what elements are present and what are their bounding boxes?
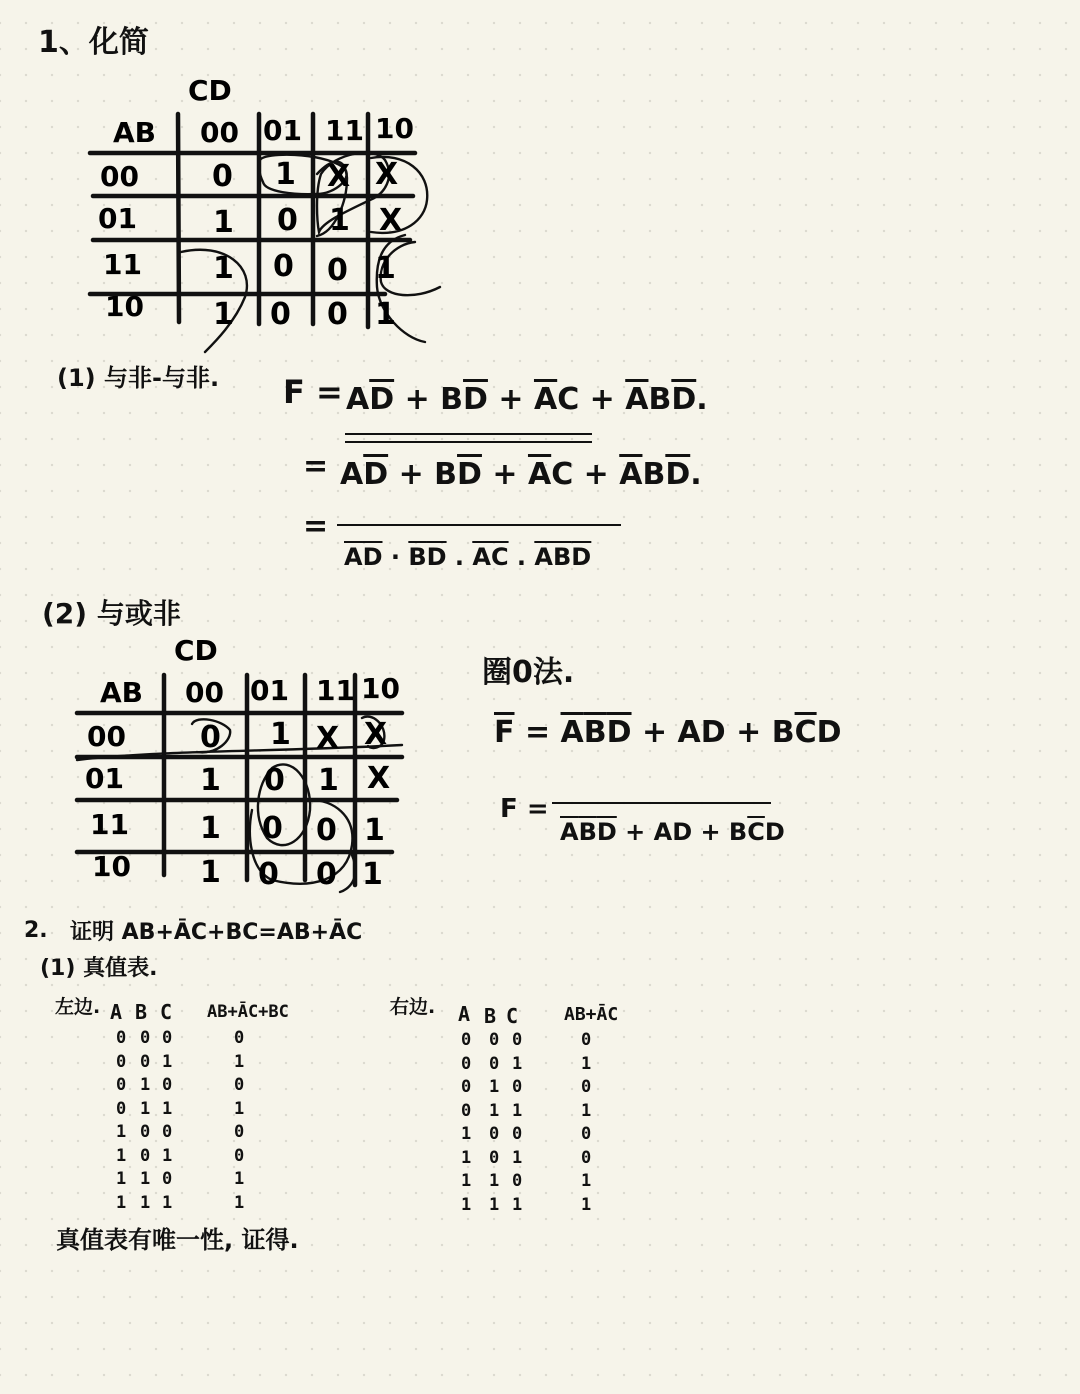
right-header-a: A [458,1002,471,1026]
right-result: 0 [581,1124,592,1144]
left-cell-a: 1 [116,1145,127,1166]
kmap1-cell: 0 [273,249,294,284]
kmap2-cell: 1 [200,811,221,846]
right-cell-b: 1 [489,1077,500,1097]
right-cell-c: 1 [512,1194,523,1215]
kmap1-cell: 1 [275,157,296,192]
left-header-a: A [110,1000,123,1024]
right-result: 1 [581,1053,592,1074]
kmap1-cell: 0 [270,297,291,332]
left-cell-c: 0 [162,1028,173,1048]
kmap1-cell: 1 [375,297,396,332]
part1-label: (1) 与非-与非. [57,364,220,392]
right-header-c: C [506,1004,519,1028]
right-expr-label: AB+ĀC [564,1004,619,1025]
left-header-c: C [160,1000,173,1024]
kmap2-row-01: 01 [85,762,124,795]
eq2-rhs: $A\overline{D} + B\overline{D} + \overline{A}C + \overline{A}B\overline{D}$. [340,457,702,492]
kmap2-var-ab: AB [100,676,144,709]
left-cell-c: 0 [162,1122,173,1142]
kmap1-cell: X [379,203,403,238]
eq3-lhs: = [303,509,329,544]
kmap1-var-cd: CD [188,74,232,107]
right-cell-a: 0 [461,1053,472,1074]
left-col-c [162,1027,172,1215]
kmap2 [72,634,422,892]
kmap1-cell: 1 [329,203,350,238]
kmap1-cell: 1 [375,251,396,286]
right-cell-c: 1 [512,1147,523,1168]
kmap2-col-00: 00 [185,676,224,709]
right-header-b: B [484,1004,497,1028]
left-result: 1 [234,1098,245,1119]
f-eq-overbar [550,798,775,808]
right-cell-c: 0 [512,1171,523,1191]
left-cell-a: 0 [116,1098,127,1119]
right-result: 1 [581,1171,592,1191]
left-cell-a: 1 [116,1169,127,1189]
left-cell-b: 0 [140,1051,151,1072]
kmap2-row-10: 10 [92,850,131,883]
right-cell-c: 0 [512,1124,523,1144]
kmap1-row-01: 01 [98,202,137,235]
kmap2-cell: 1 [200,763,221,798]
kmap2-col-11: 11 [316,674,355,707]
right-side-label: 右边. [390,996,436,1018]
kmap2-row-00: 00 [87,720,126,753]
section2-number: 2. [24,918,48,943]
left-col-b [140,1027,150,1215]
left-cell-b: 0 [140,1122,151,1142]
kmap1-cell: 1 [213,251,234,286]
left-cell-a: 1 [116,1192,127,1213]
kmap1-cell: X [327,159,351,194]
left-cell-c: 1 [162,1192,173,1213]
right-cell-a: 1 [461,1147,472,1168]
right-cell-c: 1 [512,1053,523,1074]
kmap1-row-11: 11 [103,248,142,281]
right-cell-b: 0 [489,1053,500,1074]
left-cell-c: 1 [162,1051,173,1072]
kmap2-cell: 0 [264,763,285,798]
right-result: 0 [581,1147,592,1168]
left-cell-b: 1 [140,1098,151,1119]
fbar-eq: $\overline{F} = \overline{A}\overline{B}\overline{D}$ + AD + $B\overline{C}D$ [494,715,842,750]
method-label: 圈0法. [482,655,575,690]
right-result: 0 [581,1030,592,1050]
kmap2-col-10: 10 [361,672,400,705]
kmap2-row-11: 11 [90,808,129,841]
kmap2-cell: 0 [200,720,221,755]
eq1-lhs: F = [283,373,343,411]
left-cell-a: 0 [116,1028,127,1048]
eq1-rhs: $A\overline{D} + B\overline{D} + \overline{A}C + \overline{A}B\overline{D}$. [346,382,708,417]
left-cell-a: 1 [116,1122,127,1142]
right-cell-a: 0 [461,1100,472,1121]
kmap1-col-10: 10 [375,112,414,145]
kmap2-cell: 1 [270,717,291,752]
left-cell-b: 1 [140,1169,151,1189]
left-expr-label: AB+ĀC+BC [207,1002,289,1022]
kmap2-cell: 1 [318,763,339,798]
right-cell-b: 1 [489,1194,500,1215]
section2-statement: 证明 AB+ĀC+BC=AB+ĀC [70,920,363,945]
left-result: 0 [234,1028,245,1048]
kmap1-col-00: 00 [200,116,239,149]
right-cell-a: 1 [461,1124,472,1144]
left-cell-b: 1 [140,1075,151,1095]
left-cell-b: 0 [140,1028,151,1048]
left-cell-a: 0 [116,1075,127,1095]
left-result: 0 [234,1145,245,1166]
right-cell-a: 0 [461,1077,472,1097]
kmap1 [85,74,445,352]
right-cell-b: 1 [489,1171,500,1191]
right-result: 1 [581,1100,592,1121]
right-cell-b: 0 [489,1124,500,1144]
left-result: 0 [234,1075,245,1095]
kmap2-cell: 0 [262,811,283,846]
right-cell-b: 1 [489,1100,500,1121]
left-side-label: 左边. [55,996,101,1018]
kmap2-cell: 1 [200,855,221,890]
eq3-overbar [335,520,625,530]
right-cell-c: 1 [512,1100,523,1121]
kmap1-col-01: 01 [263,114,302,147]
kmap1-cell: 0 [277,203,298,238]
kmap1-cell: 0 [327,297,348,332]
kmap1-cell: 1 [213,205,234,240]
right-result: 0 [581,1077,592,1097]
right-cell-c: 0 [512,1030,523,1050]
f-eq-lhs: F = [500,794,549,824]
left-cell-c: 1 [162,1145,173,1166]
left-cell-b: 1 [140,1192,151,1213]
left-result: 0 [234,1122,245,1142]
kmap2-cell: 0 [316,857,337,892]
eq2-double-overbar [340,428,600,448]
left-col-result [234,1027,244,1215]
right-col-a [461,1029,471,1217]
kmap2-col-01: 01 [250,674,289,707]
left-result: 1 [234,1192,245,1213]
kmap1-var-ab: AB [113,116,157,149]
right-cell-c: 0 [512,1077,523,1097]
kmap1-cell: X [375,157,399,192]
kmap2-var-cd: CD [174,634,218,667]
left-cell-a: 0 [116,1051,127,1072]
conclusion: 真值表有唯一性, 证得. [56,1226,299,1254]
left-cell-c: 0 [162,1075,173,1095]
kmap2-cell: 1 [364,813,385,848]
left-result: 1 [234,1169,245,1189]
section1-title: 1、化简 [38,25,149,60]
right-result: 1 [581,1194,592,1215]
section2-part1-label: (1) 真值表. [40,956,158,981]
eq3-product: AD · BD . AC . ABD [344,543,592,571]
kmap1-cell: 1 [213,297,234,332]
right-col-result [581,1029,591,1217]
kmap2-cell: X [364,717,388,752]
left-result: 1 [234,1051,245,1072]
part2-label: (2) 与或非 [42,597,181,630]
kmap2-cell: 0 [258,857,279,892]
kmap2-cell: X [367,761,391,796]
kmap2-cell: X [316,721,340,756]
right-cell-a: 0 [461,1030,472,1050]
left-cell-c: 0 [162,1169,173,1189]
kmap1-cell: 0 [327,253,348,288]
right-cell-b: 0 [489,1030,500,1050]
right-cell-a: 1 [461,1194,472,1215]
f-eq-rhs: $\overline{A}\overline{B}\overline{D}$ + AD + $B\overline{C}D$ [560,818,785,846]
kmap1-col-11: 11 [325,114,364,147]
right-cell-a: 1 [461,1171,472,1191]
kmap2-cell: 0 [316,813,337,848]
left-cell-c: 1 [162,1098,173,1119]
right-col-c [512,1029,522,1217]
kmap1-row-10: 10 [105,290,144,323]
eq2-lhs: = [303,449,329,484]
kmap1-cell: 0 [212,159,233,194]
right-col-b [489,1029,499,1217]
kmap2-cell: 1 [362,857,383,892]
left-header-b: B [135,1000,148,1024]
left-cell-b: 0 [140,1145,151,1166]
right-cell-b: 0 [489,1147,500,1168]
left-col-a [116,1027,126,1215]
kmap1-row-00: 00 [100,160,139,193]
